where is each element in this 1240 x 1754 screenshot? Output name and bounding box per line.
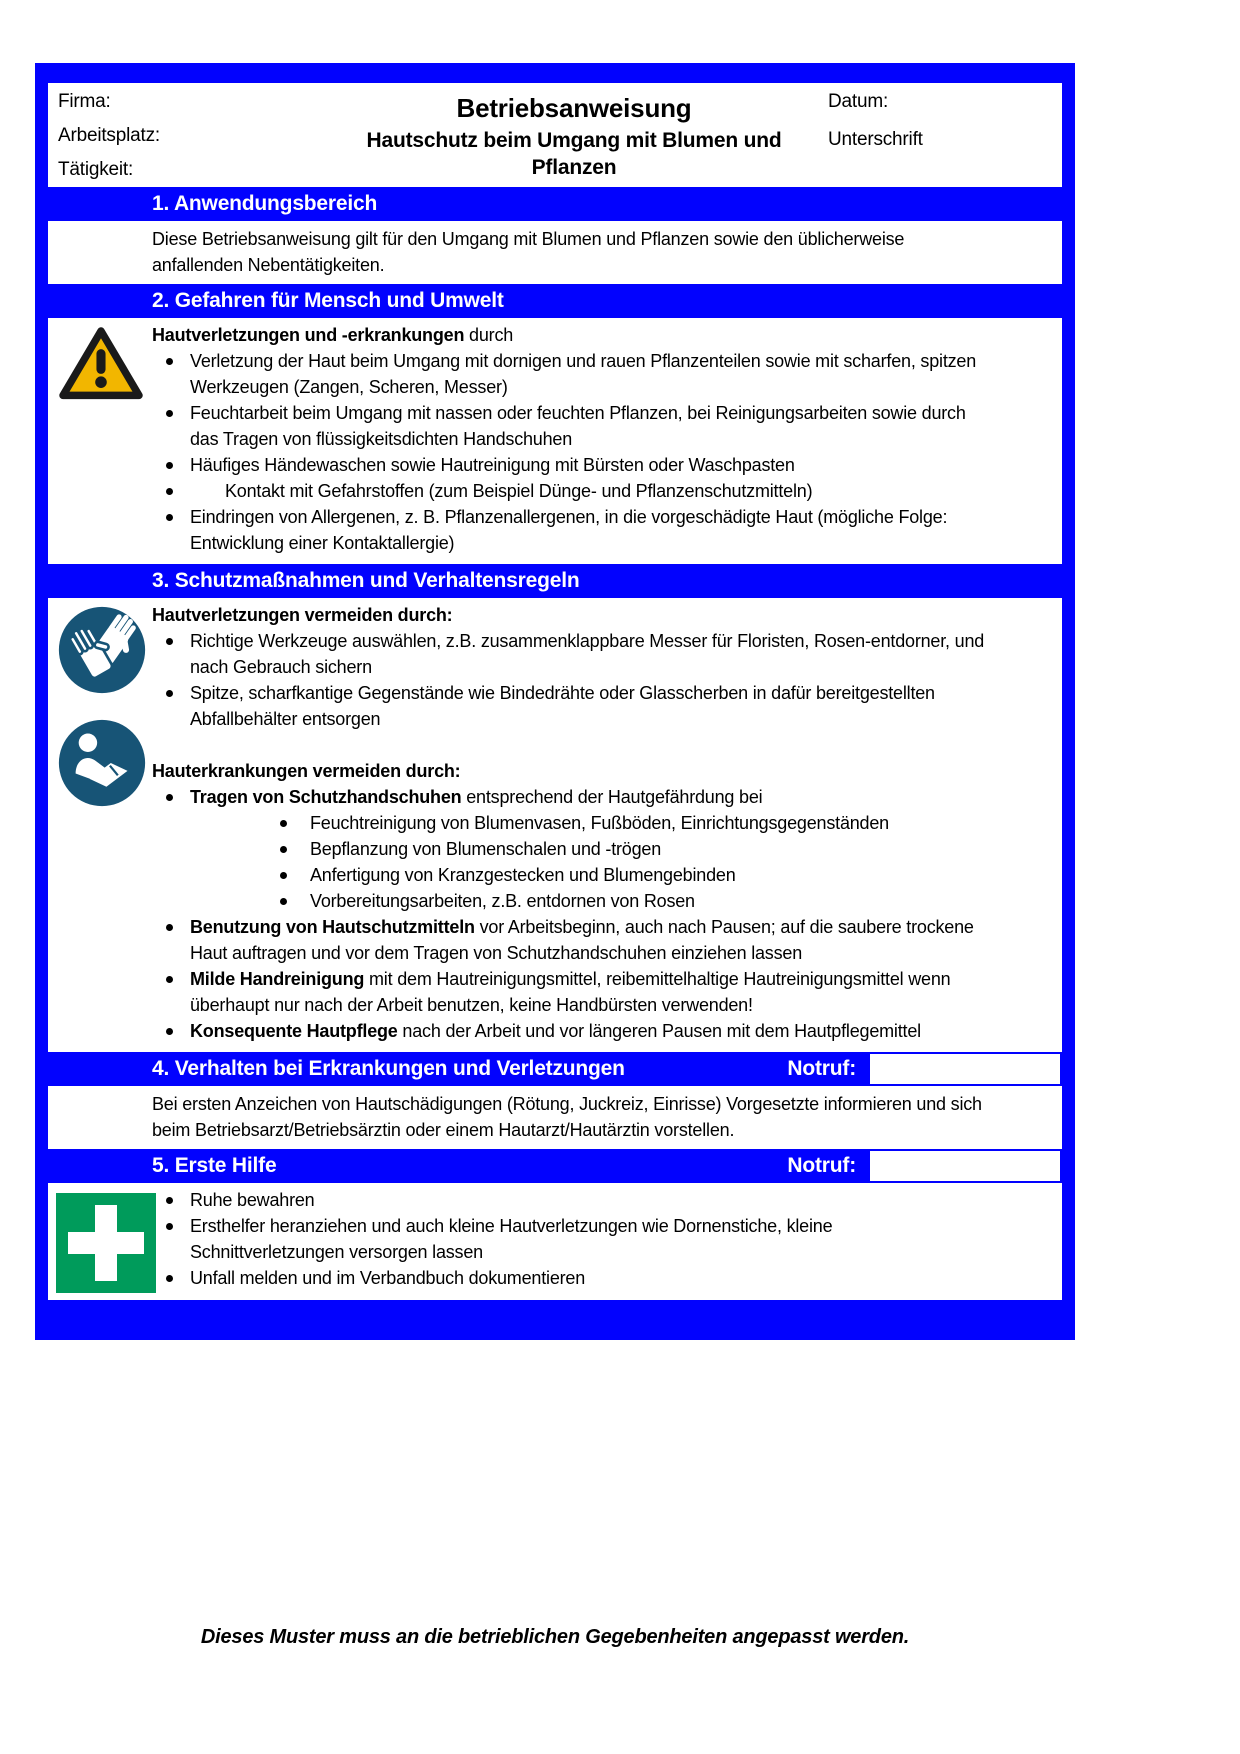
list-item: Verletzung der Haut beim Umgang mit dornigen und rauen Pflanzenteilen sowie mit scharfen, spitzen Werkzeugen (Zangen, Scheren, Messer) [152,348,990,400]
warning-triangle-icon [58,386,144,406]
unterschrift-label: Unterschrift [828,129,923,150]
datum-label: Datum: [828,91,889,112]
sub-list-item: Feuchtreinigung von Blumenvasen, Fußböden, Einrichtungsgegenständen [152,810,990,836]
list-item: Feuchtarbeit beim Umgang mit nassen oder feuchten Pflanzen, bei Reinigungsarbeiten sowie durch das Tragen von flüssigkeitsdichten Handschuhen [152,400,990,452]
wear-gloves-icon [58,678,146,698]
footer-note: Dieses Muster muss an die betrieblichen Gegebenheiten angepasst werden. [200,1626,910,1648]
list-item: Benutzung von Hautschutzmitteln vor Arbeitsbeginn, auch nach Pausen; auf die saubere trockene Haut auftragen und vor dem Tragen von Schutzhandschuhen einziehen lassen [152,914,990,966]
taetigkeit-label: Tätigkeit: [58,159,134,180]
icon-gutter [48,318,152,564]
section-body-anwendungsbereich [48,221,1062,284]
section-content [152,598,1062,1052]
list-item: Ruhe bewahren [152,1187,990,1213]
read-instructions-icon [58,719,152,814]
section-title: 2. Gefahren für Mensch und Umwelt [152,289,504,312]
section-title: 4. Verhalten bei Erkrankungen und Verletzungen [152,1057,625,1080]
section-body-gefahren [48,318,1062,564]
section-title: 3. Schutzmaßnahmen und Verhaltensregeln [152,569,580,592]
section-body-schutzmassnahmen [48,598,1062,1052]
list-item: Kontakt mit Gefahrstoffen (zum Beispiel Dünge- und Pflanzenschutzmitteln) [152,478,990,504]
notruf-label: Notruf: [787,1057,856,1080]
icon-gutter [48,598,152,1052]
body-text: Diese Betriebsanweisung gilt für den Umgang mit Blumen und Pflanzen sowie den üblicherweise anfallenden Nebentätigkeiten. [152,229,905,275]
sub-list-item: Bepflanzung von Blumenschalen und -trögen [152,836,990,862]
header-left-fields [58,91,326,181]
list-item: Unfall melden und im Verbandbuch dokumentieren [152,1265,990,1291]
section-content [152,318,1062,564]
page-title: Betriebsanweisung [456,93,692,123]
group-heading: Hautverletzungen vermeiden durch: [152,605,453,625]
section-bar-anwendungsbereich [48,187,1062,221]
list-item: Konsequente Hautpflege nach der Arbeit und vor längeren Pausen mit dem Hautpflegemittel [152,1018,990,1044]
group-heading: Hauterkrankungen vermeiden durch: [152,761,461,781]
spacer [152,732,990,758]
first-aid-cross-icon [56,1277,156,1297]
section-body-verhalten [48,1086,1062,1149]
list-item: Eindringen von Allergenen, z. B. Pflanzenallergenen, in die vorgeschädigte Haut (mögliche Folge: Entwicklung einer Kontaktallergie) [152,504,990,556]
page-subtitle: Hautschutz beim Umgang mit Blumen und Pflanzen [366,129,782,179]
section-body-erste-hilfe [48,1183,1062,1300]
list-item: Häufiges Händewaschen sowie Hautreinigung mit Bürsten oder Waschpasten [152,452,990,478]
section-bar-verhalten [48,1052,1062,1086]
sheet-header [48,83,1062,187]
list-item: Ersthelfer heranziehen und auch kleine Hautverletzungen wie Dornenstiche, kleine Schnittverletzungen versorgen lassen [152,1213,990,1265]
body-text: Bei ersten Anzeichen von Hautschädigungen (Rötung, Juckreiz, Einrisse) Vorgesetzte informieren und sich beim Betriebsarzt/Betriebsärztin oder einem Hautarzt/Hautärztin vorstellen. [152,1094,982,1140]
header-title-block [326,91,822,181]
arbeitsplatz-label: Arbeitsplatz: [58,125,160,146]
section-bar-erste-hilfe [48,1149,1062,1183]
section-title: 1. Anwendungsbereich [152,192,378,215]
lead-line: Hautverletzungen und -erkrankungen durch [152,325,514,345]
icon-gutter [48,1183,152,1300]
header-right-fields [822,91,1054,181]
notruf-label: Notruf: [787,1154,856,1177]
instruction-sheet-frame [35,63,1075,1340]
section-content [152,1183,1062,1300]
sub-list-item: Anfertigung von Kranzgestecken und Blumengebinden [152,862,990,888]
section-title: 5. Erste Hilfe [152,1154,277,1177]
firma-label: Firma: [58,91,111,112]
list-item: Milde Handreinigung mit dem Hautreinigungsmittel, reibemittelhaltige Hautreinigungsmittel wenn überhaupt nur nach der Arbeit benutzen, keine Handbürsten verwenden! [152,966,990,1018]
list-item: Spitze, scharfkantige Gegenstände wie Bindedrähte oder Glasscherben in dafür bereitgestellten Abfallbehälter entsorgen [152,680,990,732]
list-item: Richtige Werkzeuge auswählen, z.B. zusammenklappbare Messer für Floristen, Rosen-entdorner, und nach Gebrauch sichern [152,628,990,680]
section-bar-gefahren [48,284,1062,318]
notruf-field[interactable] [870,1054,1060,1084]
list-item: Tragen von Schutzhandschuhen entsprechend der Hautgefährdung bei [152,784,990,810]
notruf-field[interactable] [870,1151,1060,1181]
section-bar-schutzmassnahmen [48,564,1062,598]
sub-list-item: Vorbereitungsarbeiten, z.B. entdornen von Rosen [152,888,990,914]
